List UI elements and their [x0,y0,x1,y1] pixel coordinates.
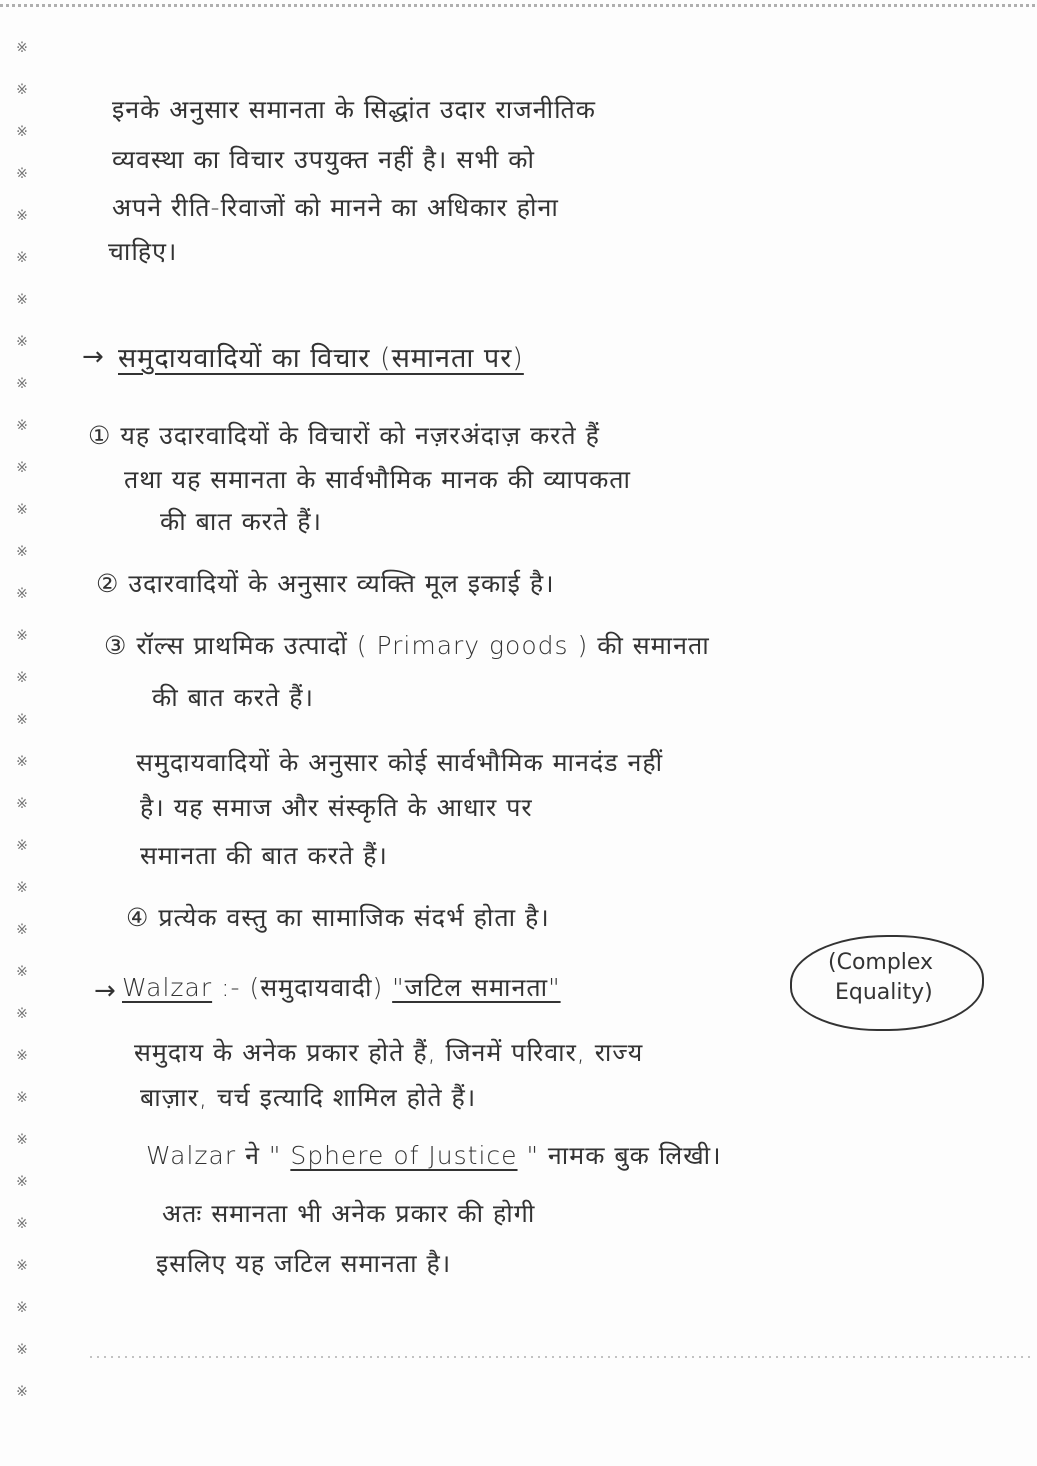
margin-mark: ※ [16,1006,28,1022]
note-line: बाज़ार, चर्च इत्यादि शामिल होते हैं। [140,1083,477,1112]
arrow-icon: → [94,976,116,1006]
margin-mark: ※ [16,1384,28,1400]
margin-mark: ※ [16,1090,28,1106]
note-line: ③ रॉल्स प्राथमिक उत्पादों ( Primary goods ) की समानता [104,631,710,660]
note-line: समुदाय के अनेक प्रकार होते हैं, जिनमें परिवार, राज्य [134,1038,644,1067]
note-line: अतः समानता भी अनेक प्रकार की होगी [162,1199,536,1228]
walzar-tag: (समुदायवादी) [249,973,384,1002]
note-line: है। यह समाज और संस्कृति के आधार पर [140,793,533,822]
margin-mark: ※ [16,964,28,980]
note-line: समुदायवादियों के अनुसार कोई सार्वभौमिक मानदंड नहीं [136,748,664,777]
margin-mark: ※ [16,334,28,350]
book-post: " नामक बुक लिखी। [526,1141,722,1170]
note-line: इनके अनुसार समानता के सिद्धांत उदार राजनीतिक [112,95,597,124]
margin-mark: ※ [16,880,28,896]
margin-mark: ※ [16,250,28,266]
note-line: की बात करते हैं। [160,507,322,536]
margin-mark: ※ [16,586,28,602]
margin-mark: ※ [16,1048,28,1064]
margin-mark: ※ [16,376,28,392]
note-line: की बात करते हैं। [152,683,314,712]
note-line: चाहिए। [108,237,178,266]
margin-mark: ※ [16,670,28,686]
margin-mark: ※ [16,922,28,938]
binding-holes-margin [12,40,32,1426]
margin-mark: ※ [16,1174,28,1190]
walzar-name: Walzar [122,973,213,1002]
bottom-dotted-line [90,1356,1030,1358]
note-line: व्यवस्था का विचार उपयुक्त नहीं है। सभी को [112,145,535,174]
margin-mark: ※ [16,418,28,434]
book-pre: ने " [245,1141,282,1170]
margin-mark: ※ [16,1300,28,1316]
book-line [146,1138,722,1172]
walzar-separator: :- [221,973,241,1002]
margin-mark: ※ [16,124,28,140]
margin-mark: ※ [16,754,28,770]
margin-mark: ※ [16,838,28,854]
top-edge-dotted-line [0,4,1037,7]
arrow-icon: → [82,342,104,372]
walzar-term: "जटिल समानता" [392,973,561,1002]
margin-mark: ※ [16,1216,28,1232]
margin-mark: ※ [16,1132,28,1148]
section-heading: समुदायवादियों का विचार (समानता पर) [118,343,524,374]
book-title: Sphere of Justice [290,1141,518,1170]
margin-mark: ※ [16,1258,28,1274]
margin-mark: ※ [16,82,28,98]
margin-mark: ※ [16,1342,28,1358]
note-line: ② उदारवादियों के अनुसार व्यक्ति मूल इकाई है। [96,569,555,598]
note-line: अपने रीति-रिवाजों को मानने का अधिकार होना [112,193,559,222]
note-line: समानता की बात करते हैं। [140,841,388,870]
margin-mark: ※ [16,460,28,476]
callout-text: (Complex Equality) [828,950,934,1005]
author-name: Walzar [146,1141,237,1170]
margin-mark: ※ [16,544,28,560]
margin-mark: ※ [16,712,28,728]
margin-mark: ※ [16,208,28,224]
margin-mark: ※ [16,166,28,182]
note-line: तथा यह समानता के सार्वभौमिक मानक की व्यापकता [124,465,632,494]
note-line: ④ प्रत्येक वस्तु का सामाजिक संदर्भ होता है। [126,903,550,932]
margin-mark: ※ [16,40,28,56]
margin-mark: ※ [16,502,28,518]
margin-mark: ※ [16,628,28,644]
note-line: ① यह उदारवादियों के विचारों को नज़रअंदाज़ करते हैं [88,421,600,450]
note-line: इसलिए यह जटिल समानता है। [156,1249,452,1278]
margin-mark: ※ [16,292,28,308]
margin-mark: ※ [16,796,28,812]
walzar-heading [122,970,561,1004]
